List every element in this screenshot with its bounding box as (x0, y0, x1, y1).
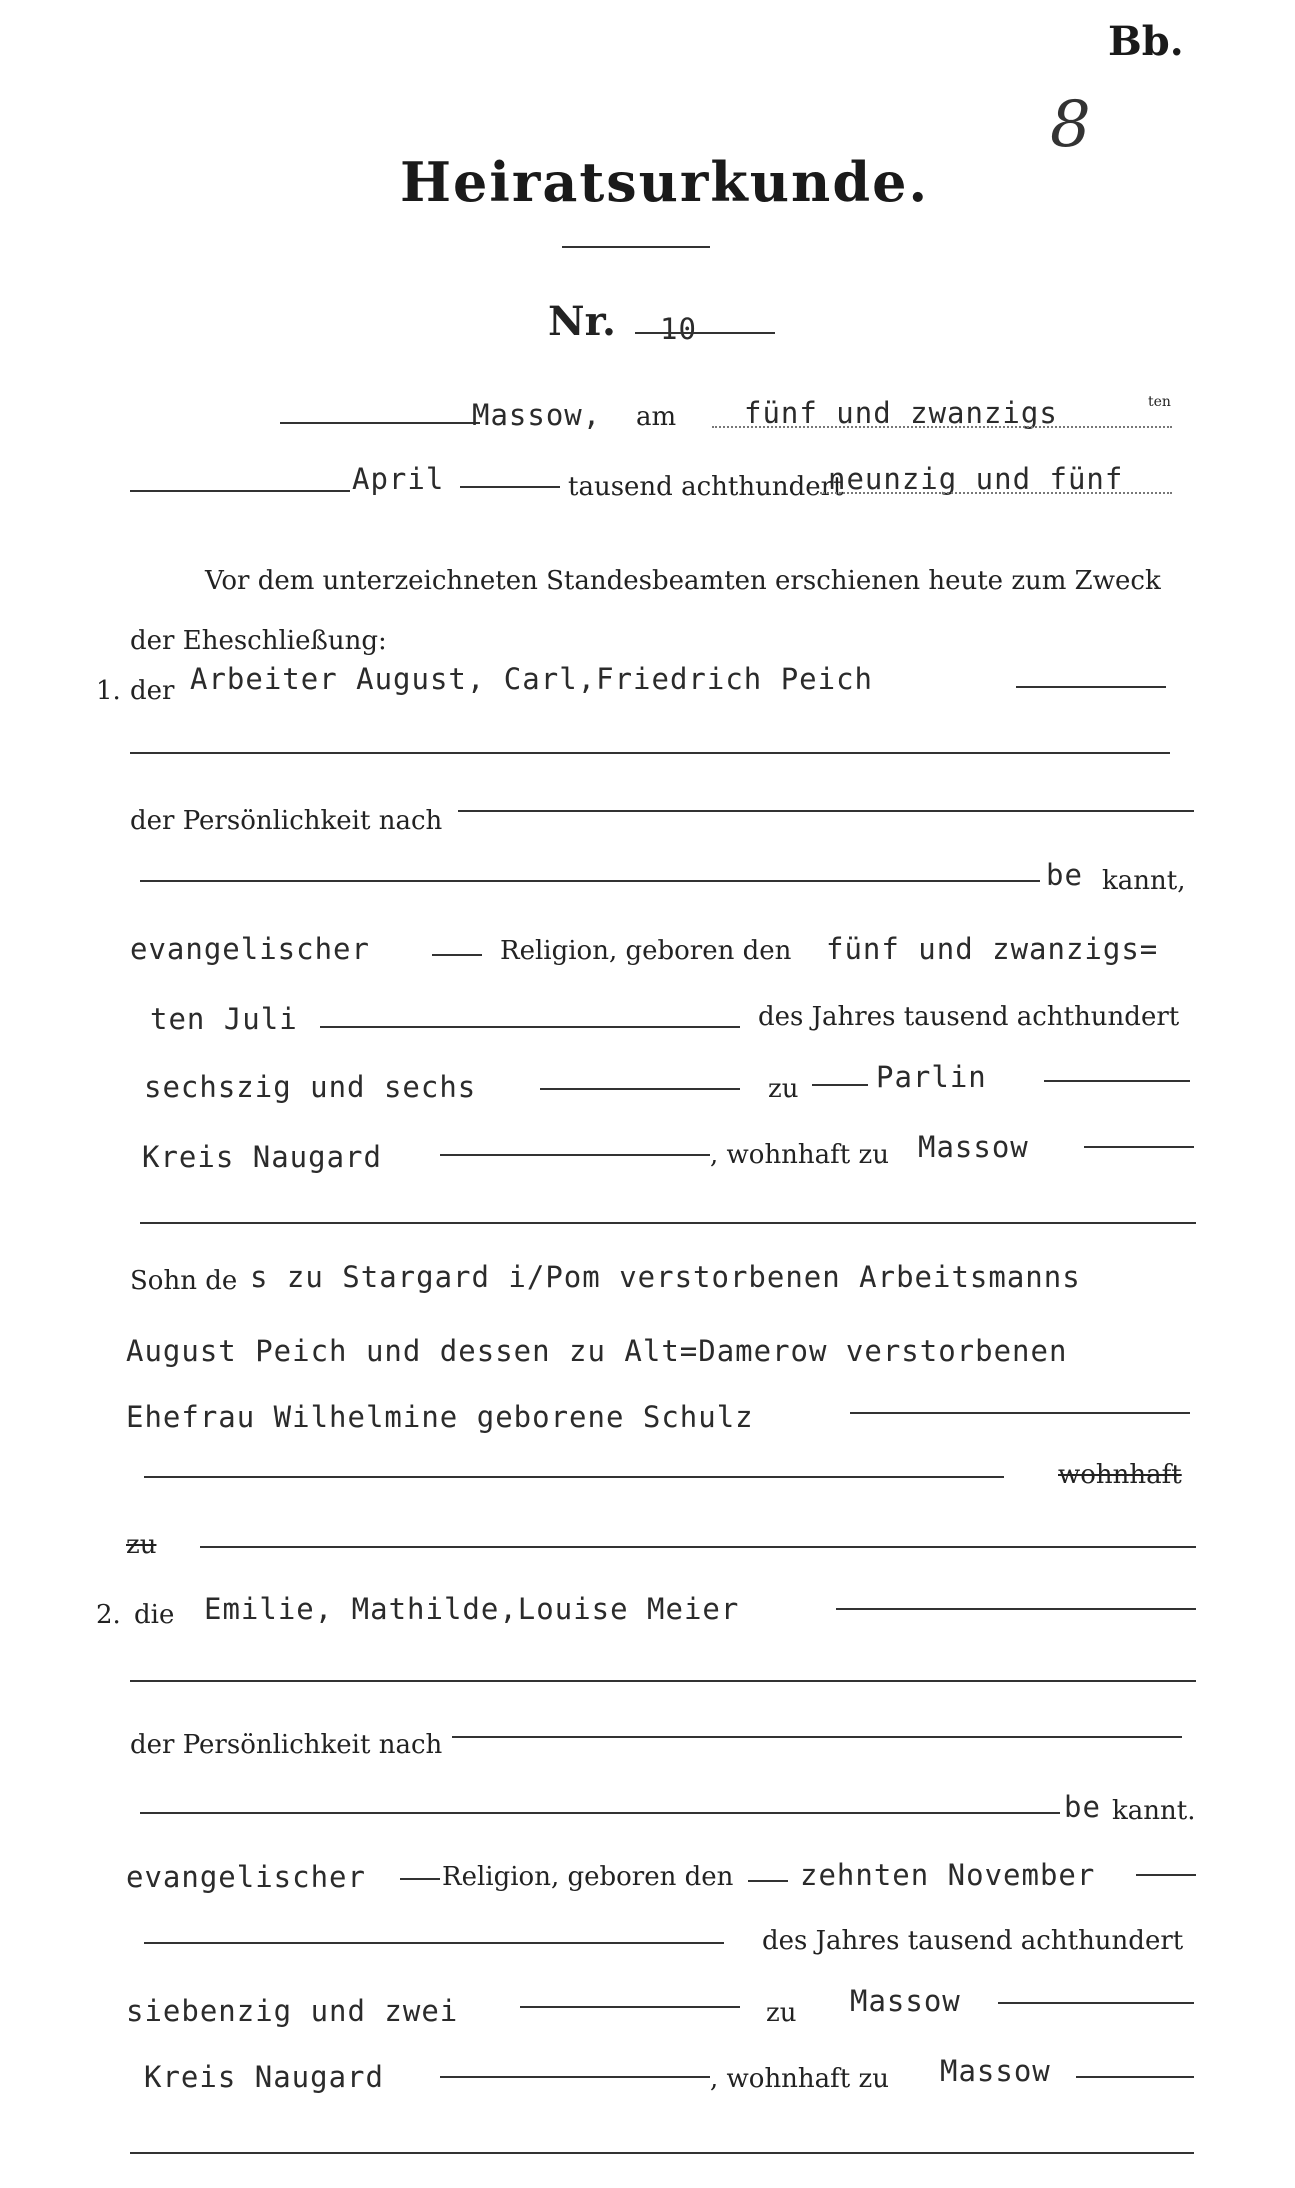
bride-district: Kreis Naugard (144, 2060, 384, 2094)
blank-line (280, 422, 480, 424)
blank-line (440, 1154, 710, 1156)
blank-line (540, 1088, 740, 1090)
month: April (352, 462, 445, 496)
blank-line (520, 2006, 740, 2008)
day-suffix: ten (1148, 394, 1171, 410)
title-divider (562, 246, 710, 248)
tausend-label: tausend achthundert (568, 472, 844, 502)
blank-line (432, 954, 482, 956)
am-label: am (636, 402, 677, 432)
marriage-year: neunzig und fünf (828, 462, 1124, 496)
blank-line (1016, 686, 1166, 688)
blank-line (140, 880, 1040, 882)
blank-line (130, 490, 350, 492)
groom-birth-day: fünf und zwanzigs= (826, 932, 1159, 966)
intro-line-1: Vor dem unterzeichneten Standesbeamten erschienen heute zum Zweck (205, 566, 1161, 596)
nr-value: 10 (660, 312, 697, 346)
bride-birthplace: Massow (850, 1984, 961, 2018)
bride-number: 2. (96, 1600, 121, 1630)
groom-identity-label: der Persönlichkeit nach (130, 806, 443, 836)
groom-birthplace: Parlin (876, 1060, 987, 1094)
bride-known-print: kannt. (1112, 1796, 1196, 1826)
groom-parents-zu: zu (126, 1530, 157, 1560)
blank-line (460, 486, 560, 488)
blank-line (1076, 2076, 1194, 2078)
blank-line (1044, 1080, 1190, 1082)
fill-dots (712, 426, 1172, 428)
groom-parents-line-3: Ehefrau Wilhelmine geborene Schulz (126, 1400, 754, 1434)
blank-line (748, 1880, 788, 1882)
groom-parents-line-1: s zu Stargard i/Pom verstorbenen Arbeitsmanns (250, 1260, 1081, 1294)
blank-line (140, 1812, 1060, 1814)
bride-known-typed: be (1064, 1790, 1101, 1824)
blank-line (458, 810, 1194, 812)
bride-birth-year: siebenzig und zwei (126, 1994, 459, 2028)
groom-birth-day-cont: ten Juli (150, 1002, 298, 1036)
blank-line (440, 2076, 710, 2078)
groom-religion: evangelischer (130, 932, 370, 966)
blank-line (140, 1222, 1196, 1224)
groom-number: 1. (96, 676, 121, 706)
bride-article: die (134, 1600, 175, 1630)
bride-jahres-label: des Jahres tausend achthundert (762, 1926, 1184, 1956)
groom-district: Kreis Naugard (142, 1140, 382, 1174)
groom-residence: Massow (918, 1130, 1029, 1164)
blank-line (400, 1878, 440, 1880)
blank-line (452, 1736, 1182, 1738)
bride-name: Emilie, Mathilde,Louise Meier (204, 1592, 740, 1626)
bride-identity-label: der Persönlichkeit nach (130, 1730, 443, 1760)
document-title: Heiratsurkunde. (400, 150, 930, 214)
blank-line (850, 1412, 1190, 1414)
groom-parents-wohnhaft: wohnhaft (1058, 1460, 1182, 1490)
groom-parents-label: Sohn de (130, 1266, 238, 1296)
page-number: 8 (1050, 88, 1091, 162)
blank-line (998, 2002, 1194, 2004)
groom-known-print: kannt, (1102, 866, 1186, 896)
bride-residence: Massow (940, 2054, 1051, 2088)
blank-line (1084, 1146, 1194, 1148)
blank-line (200, 1546, 1196, 1548)
day-of-marriage: fünf und zwanzigs (744, 396, 1058, 430)
nr-rule (635, 332, 775, 334)
blank-line (130, 2152, 1194, 2154)
place: Massow, (472, 398, 602, 432)
blank-line (144, 1476, 1004, 1478)
groom-parents-line-2: August Peich und dessen zu Alt=Damerow verstorbenen (126, 1334, 1068, 1368)
groom-jahres-label: des Jahres tausend achthundert (758, 1002, 1180, 1032)
bride-zu-label: zu (766, 1998, 797, 2028)
form-code: Bb. (1108, 18, 1184, 65)
groom-known-typed: be (1046, 858, 1083, 892)
groom-religion-label: Religion, geboren den (500, 936, 792, 966)
blank-line (320, 1026, 740, 1028)
blank-line (130, 752, 1170, 754)
groom-article: der (130, 676, 175, 706)
groom-birth-year: sechszig und sechs (144, 1070, 477, 1104)
blank-line (836, 1608, 1196, 1610)
bride-religion: evangelischer (126, 1860, 366, 1894)
blank-line (812, 1084, 868, 1086)
groom-name: Arbeiter August, Carl,Friedrich Peich (190, 662, 874, 696)
blank-line (144, 1942, 724, 1944)
bride-birth-day: zehnten November (800, 1858, 1096, 1892)
groom-zu-label: zu (768, 1074, 799, 1104)
intro-line-2: der Eheschließung: (130, 626, 387, 656)
blank-line (130, 1680, 1196, 1682)
blank-line (1136, 1874, 1196, 1876)
groom-residence-label: , wohnhaft zu (710, 1140, 889, 1170)
nr-label: Nr. (548, 298, 616, 345)
bride-residence-label: , wohnhaft zu (710, 2064, 889, 2094)
bride-religion-label: Religion, geboren den (442, 1862, 734, 1892)
fill-dots (820, 492, 1172, 494)
